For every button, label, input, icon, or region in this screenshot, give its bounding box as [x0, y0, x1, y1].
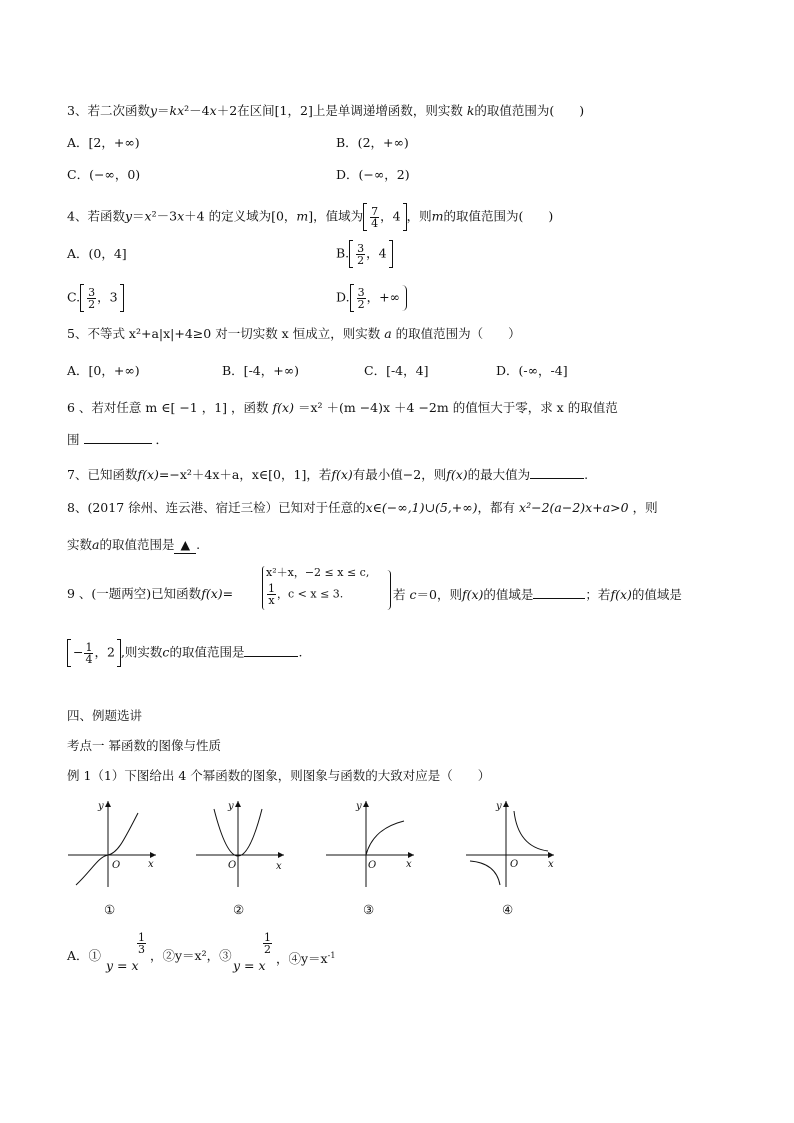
q8-line2: 实数a的取值范围是 ▲ .	[67, 537, 201, 552]
answer-a-exp3: $\frac{1}{2}$	[264, 931, 271, 956]
answer-a-mid: ，②y＝x²，③	[150, 948, 232, 963]
graph-4-curve-right	[514, 811, 548, 851]
q9-case2: $\frac{1}{x}$ ，c < x ≤ 3.	[268, 582, 344, 607]
example-stem: 例 1（1）下图给出 4 个幂函数的图象，则图象与函数的大致对应是（ ）	[67, 768, 491, 783]
graph-1-y-label: y	[98, 801, 104, 812]
q9-brace	[262, 566, 265, 610]
answer-a-exp1: $\frac{1}{3}$	[138, 931, 145, 956]
answer-a-end: ，$④y=x^{-1}$	[276, 951, 336, 967]
graph-3-curve	[366, 821, 404, 855]
q5-option-c: C．[-4，4]	[364, 363, 429, 378]
graph-1-x-label: x	[148, 859, 154, 870]
q9-answer-blank-1[interactable]	[533, 586, 585, 599]
q6-answer-blank[interactable]	[84, 431, 152, 444]
graph-4-reciprocal	[462, 795, 558, 891]
graph-3-x-label: x	[406, 859, 412, 870]
answer-a-func1: y = x	[106, 958, 139, 973]
graph-2-origin: O	[228, 860, 237, 871]
answer-a-prefix: A．①	[67, 948, 102, 963]
graph-2-x-label: x	[276, 861, 282, 872]
graph-1-origin: O	[112, 860, 121, 871]
q4-stem: 4、若函数y＝x²－3x＋4 的定义域为[0，m]，值域为 $\frac{7}{4}$ ，4 ，则m的取值范围为( )	[67, 204, 554, 230]
graph-3-label: ③	[363, 902, 375, 917]
graph-4-y-label: y	[496, 801, 502, 812]
q8-line1: 8、(2017 徐州、连云港、宿迁三检）已知对于任意的x∈(−∞,1)∪(5,+∞)，都有 x²−2(a−2)x+a>0 ，则	[67, 500, 658, 515]
q6-line1: 6 、若对任意 m ∈[ −1 ，1] ，函数 f(x) ＝x² ＋(m −4)x ＋4 −2m 的值恒大于零，求 x 的取值范	[67, 400, 618, 415]
graph-3-origin: O	[368, 860, 377, 871]
q6-line2: 围 ．	[67, 432, 168, 447]
q4-option-c: C. $\frac{3}{2}$ ，3	[67, 284, 124, 312]
graph-1-cube-root	[64, 795, 160, 891]
q3-option-d: D．(−∞，2)	[336, 167, 410, 182]
section-title: 四、例题选讲	[67, 708, 143, 723]
answer-a-func3: y = x	[233, 958, 266, 973]
q9-case1: x²＋x，−2 ≤ x ≤ c,	[266, 566, 370, 579]
q9-stem-b: 若 c＝0，则f(x)的值域是 ；若f(x)的值域是	[393, 587, 682, 602]
q4-option-a: A．(0，4]	[67, 246, 127, 261]
graph-2-label: ②	[233, 902, 245, 917]
q3-option-c: C．(−∞，0)	[67, 167, 141, 182]
q7-stem: 7、已知函数f(x)=−x²＋4x＋a，x∈[0，1]，若f(x)有最小值−2，则f(x)的最大值为 .	[67, 467, 589, 482]
graph-4-curve-left	[470, 861, 500, 885]
q9-line2: − $\frac{1}{4}$ ，2 ,则实数c的取值范围是 .	[67, 639, 302, 667]
q9-answer-blank-2[interactable]	[244, 644, 298, 657]
graph-4-label: ④	[502, 902, 514, 917]
topic-title: 考点一 幂函数的图像与性质	[67, 738, 221, 753]
graph-4-origin: O	[510, 859, 519, 870]
q5-stem: 5、不等式 x²+a|x|+4≥0 对一切实数 x 恒成立，则实数 a 的取值范围为（ ）	[67, 326, 521, 341]
q9-brace-right	[387, 570, 391, 610]
graph-1-curve	[76, 813, 138, 885]
graph-3-y-label: y	[356, 801, 362, 812]
graph-3-square-root	[322, 795, 418, 891]
graph-1-label: ①	[104, 902, 116, 917]
q5-option-b: B．[-4，+∞)	[222, 363, 300, 378]
graph-2-square	[192, 795, 288, 891]
q5-option-a: A．[0，+∞)	[67, 363, 140, 378]
graph-2-y-label: y	[228, 801, 234, 812]
q3-option-a: A．[2，+∞)	[67, 135, 140, 150]
q3-option-b: B．(2，+∞)	[336, 135, 409, 150]
graph-4-x-label: x	[548, 859, 554, 870]
q3-stem: 3、若二次函数y＝kx²－4x＋2在区间[1，2]上是单调递增函数，则实数 k的取值范围为( )	[67, 103, 585, 118]
q5-option-d: D．(-∞，-4]	[496, 363, 568, 378]
q8-answer-blank[interactable]: ▲	[174, 537, 196, 554]
q4-option-b: B. $\frac{3}{2}$ ，4	[336, 240, 393, 268]
q4-option-d: D. $\frac{3}{2}$ ，+∞	[336, 284, 407, 312]
q9-stem-a: 9 、(一题两空)已知函数f(x)=	[67, 586, 234, 601]
q7-answer-blank[interactable]	[530, 466, 584, 479]
